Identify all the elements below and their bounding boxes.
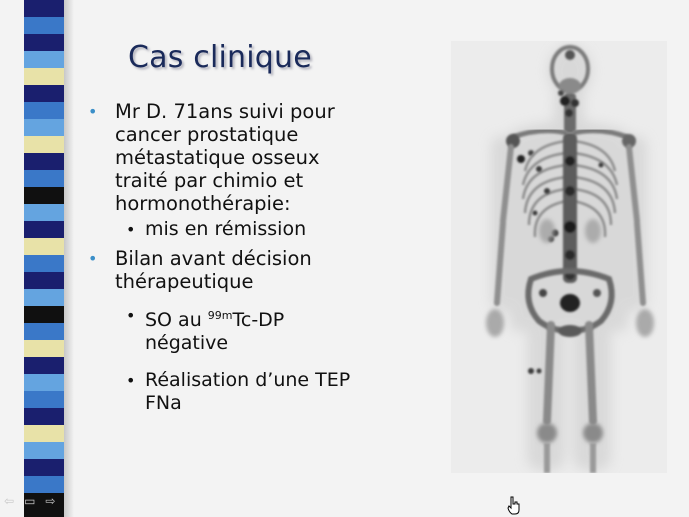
stripe-segment — [24, 272, 64, 289]
stripe-segment — [24, 0, 64, 17]
subbullet-line-1 — [145, 304, 433, 332]
stripe-segment — [24, 153, 64, 170]
subbullet-line: FNa — [145, 392, 182, 414]
bullet-line: Mr D. 71ans suivi pour — [115, 100, 335, 123]
arrow-right-icon[interactable]: ⇨ — [45, 494, 56, 508]
stripe-segment — [24, 204, 64, 221]
subbullet-line: Réalisation d’une TEP — [145, 369, 351, 391]
stripe-segment — [24, 187, 64, 204]
subbullet-bone-scan — [88, 304, 433, 355]
stripe-segment — [24, 459, 64, 476]
stripe-shadow — [64, 0, 74, 517]
stripe-segment — [24, 476, 64, 493]
decorative-stripe — [24, 0, 64, 517]
bone-scan-image — [451, 41, 667, 473]
hand-cursor-icon — [506, 496, 522, 516]
stripe-segment — [24, 255, 64, 272]
subbullet-marker: • — [126, 371, 136, 390]
subbullet-pet — [88, 369, 433, 415]
slide-body — [88, 100, 433, 421]
bullet-line: Bilan avant décision — [115, 247, 312, 270]
subbullet-suffix: Tc-DP — [232, 309, 285, 331]
stripe-segment — [24, 425, 64, 442]
bullet-marker: • — [88, 102, 98, 121]
bullet-line: hormonothérapie: — [115, 192, 291, 215]
stripe-segment — [24, 340, 64, 357]
stripe-segment — [24, 17, 64, 34]
subbullet-remission — [88, 218, 433, 241]
bullet-line: traité par chimio et — [115, 169, 304, 192]
stripe-segment — [24, 102, 64, 119]
arrow-left-icon[interactable]: ⇦ — [4, 494, 15, 508]
stripe-segment — [24, 306, 64, 323]
slide-menu-icon[interactable]: ▭ — [24, 494, 36, 508]
subbullet-line-2: négative — [145, 332, 229, 354]
slide-title: Cas clinique — [128, 40, 312, 75]
stripe-segment — [24, 442, 64, 459]
stripe-segment — [24, 51, 64, 68]
subbullet-marker: • — [126, 220, 136, 239]
stripe-segment — [24, 391, 64, 408]
stripe-segment — [24, 34, 64, 51]
bullet-marker: • — [88, 249, 98, 268]
stripe-segment — [24, 289, 64, 306]
stripe-segment — [24, 221, 64, 238]
slide-navigation — [4, 494, 55, 508]
bullet-line: cancer prostatique — [115, 123, 299, 146]
stripe-segment — [24, 68, 64, 85]
stripe-segment — [24, 357, 64, 374]
isotope-superscript: 99m — [207, 309, 233, 322]
stripe-segment — [24, 323, 64, 340]
stripe-segment — [24, 119, 64, 136]
skeleton-scan-svg — [451, 41, 667, 473]
stripe-segment — [24, 136, 64, 153]
bullet-line: thérapeutique — [115, 270, 254, 293]
bullet-patient-history — [88, 100, 433, 215]
subbullet-prefix: SO au — [145, 309, 208, 331]
stripe-segment — [24, 170, 64, 187]
stripe-segment — [24, 238, 64, 255]
stripe-segment — [24, 374, 64, 391]
bullet-workup — [88, 247, 433, 293]
bullet-line: métastatique osseux — [115, 146, 320, 169]
stripe-segment — [24, 408, 64, 425]
subbullet-marker: • — [126, 306, 136, 325]
subbullet-line: mis en rémission — [145, 218, 307, 240]
stripe-segment — [24, 85, 64, 102]
